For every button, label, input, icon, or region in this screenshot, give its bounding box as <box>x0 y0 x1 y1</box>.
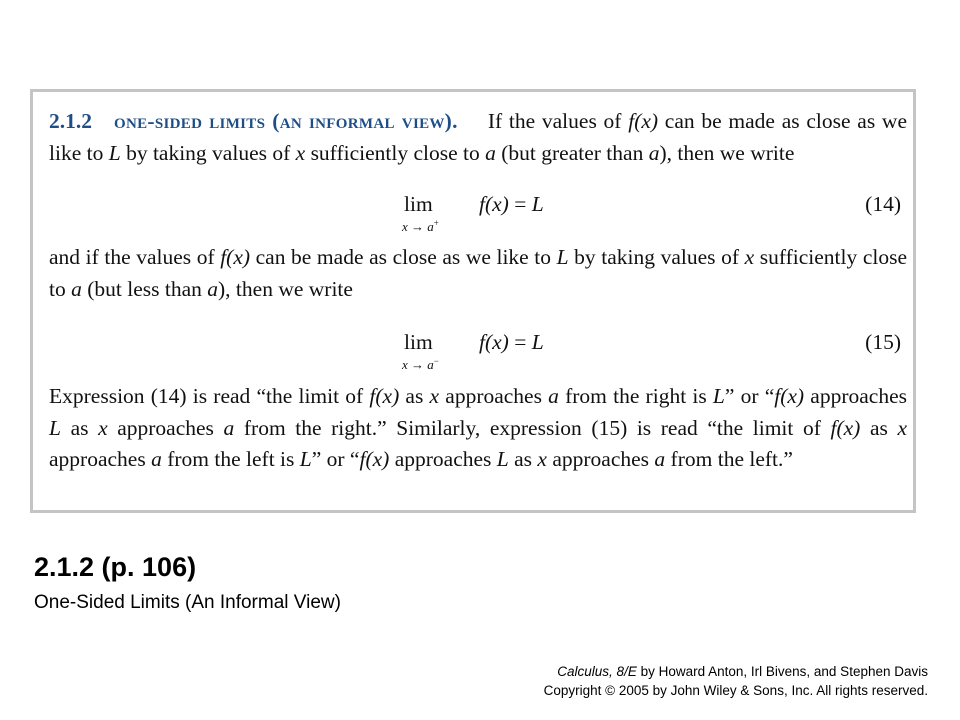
lim-word: lim <box>404 192 433 216</box>
definition-paragraph-2 <box>49 242 907 305</box>
lim-word: lim <box>404 330 433 354</box>
slide-subtitle: One-Sided Limits (An Informal View) <box>34 592 341 613</box>
p2-fx: f(x) <box>220 245 251 269</box>
p2-text-1: and if the values of <box>49 245 221 269</box>
definition-title: one-sided limits (an informal view). <box>114 109 458 133</box>
definition-paragraph-3: Expression (14) is read “the limit of f(x) as x approaches a from the right is L” or “f(x) approaches L as x approaches a from the right.” Similarly, expression (15) is read “the limit of f(x) as x approaches a from the left is L” or “f(x) approaches L as x approaches a from the left.” <box>49 384 907 471</box>
equation-number: (14) <box>865 192 901 216</box>
p1-x: x <box>295 140 306 165</box>
p1-text-1: If the values of <box>487 109 629 133</box>
book-credit-line <box>544 662 928 681</box>
p2-text-3: by taking values of <box>568 245 745 269</box>
equation-number: (15) <box>865 330 901 354</box>
p1-fx: f(x) <box>628 109 659 133</box>
copyright-line: Copyright © 2005 by John Wiley & Sons, Inc. All rights reserved. <box>543 683 928 698</box>
p1-L: L <box>108 140 121 165</box>
p1-text-4: sufficiently close to <box>305 140 486 165</box>
equation-15 <box>33 324 913 372</box>
p1-text-2: can be made as close as we like to <box>49 109 907 165</box>
limit-subscript: x → a+ <box>402 218 439 234</box>
p1-a-2: a <box>648 140 660 165</box>
slide-title: 2.1.2 (p. 106) <box>34 552 197 582</box>
p1-text-6: ), then we write <box>659 140 795 165</box>
book-title: Calculus, 8/E <box>557 664 637 679</box>
p1-text-5: (but greater than <box>495 140 649 165</box>
p2-text-6: ), then we write <box>218 276 353 301</box>
p2-L: L <box>556 245 569 269</box>
p2-text-2: can be made as close as we like to <box>250 245 557 269</box>
book-authors: by Howard Anton, Irl Bivens, and Stephen Davis <box>636 664 928 679</box>
p2-text-4: sufficiently close to <box>49 245 907 301</box>
p2-a-2: a <box>207 276 219 301</box>
limit-subscript: x → a− <box>402 356 439 372</box>
definition-box <box>30 89 916 513</box>
copyright-footer <box>544 662 928 700</box>
p2-a: a <box>71 276 82 301</box>
equation-expression: f(x) = L <box>479 192 544 216</box>
limit-operator <box>402 330 439 372</box>
limit-operator <box>402 192 439 234</box>
definition-paragraph-1 <box>49 106 907 169</box>
definition-number: 2.1.2 <box>49 109 92 133</box>
p1-text-3: by taking values of <box>120 140 296 165</box>
equation-expression: f(x) = L <box>479 330 544 354</box>
p1-a: a <box>485 140 496 165</box>
p2-x: x <box>744 245 755 269</box>
equation-14 <box>33 186 913 234</box>
p2-text-5: (but less than <box>81 276 208 301</box>
